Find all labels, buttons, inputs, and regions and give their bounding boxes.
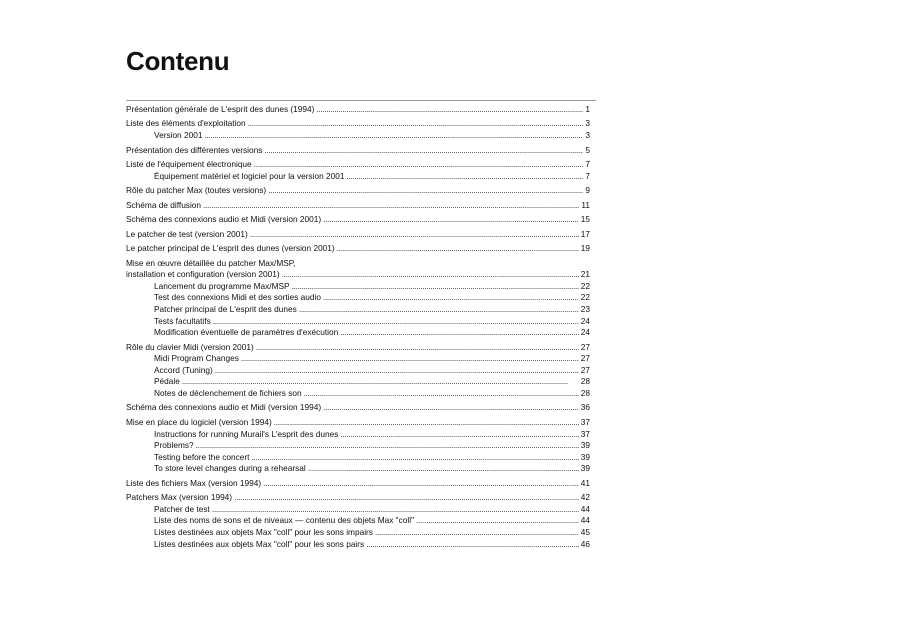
- toc-subentry[interactable]: Modification éventuelle de paramètres d'exécution . . . 24: [126, 327, 590, 339]
- toc-entry[interactable]: Schéma de diffusion . . . 11: [126, 200, 590, 212]
- toc-subentry[interactable]: Patcher de test . . . 44: [126, 504, 590, 516]
- toc-subentry[interactable]: Listes destinées aux objets Max "coll" pour les sons pairs . . . 46: [126, 539, 590, 551]
- toc-subentry[interactable]: To store level changes during a rehearsal . . . 39: [126, 463, 590, 475]
- toc-entry[interactable]: Présentation des différentes versions . . . 5: [126, 145, 590, 157]
- toc-group: [126, 402, 590, 414]
- toc-subentry[interactable]: Équipement matériel et logiciel pour la version 2001 . . . 7: [126, 171, 590, 183]
- toc-entry[interactable]: Patchers Max (version 1994) . . . 42: [126, 492, 590, 504]
- table-of-contents: [126, 104, 590, 553]
- toc-entry[interactable]: installation et configuration (version 2001) . . . 21: [126, 269, 590, 281]
- toc-group: [126, 417, 590, 475]
- toc-subentry[interactable]: Notes de déclenchement de fichiers son . . . 28: [126, 388, 590, 400]
- toc-subentry[interactable]: Test des connexions Midi et des sorties audio . . . 22: [126, 292, 590, 304]
- toc-group: [126, 478, 590, 490]
- toc-subentry[interactable]: Problems? . . . 39: [126, 440, 590, 452]
- toc-group: [126, 214, 590, 226]
- toc-group: [126, 342, 590, 400]
- toc-entry[interactable]: Le patcher principal de L'esprit des dunes (version 2001) . . . 19: [126, 243, 590, 255]
- toc-group: [126, 492, 590, 550]
- toc-subentry[interactable]: Tests facultatifs . . . 24: [126, 316, 590, 328]
- toc-subentry[interactable]: Lancement du programme Max/MSP . . . 22: [126, 281, 590, 293]
- toc-entry-first-line[interactable]: Mise en œuvre détaillée du patcher Max/MSP,: [126, 257, 296, 268]
- toc-group: [126, 258, 590, 339]
- toc-subentry[interactable]: Pédale . . . 28: [126, 376, 590, 388]
- toc-group: [126, 104, 590, 116]
- toc-subentry[interactable]: Instructions for running Murail's L'esprit des dunes . . . 37: [126, 429, 590, 441]
- toc-group: [126, 229, 590, 241]
- toc-subentry[interactable]: Listes destinées aux objets Max "coll" pour les sons impairs . . . 45: [126, 527, 590, 539]
- title-rule: [126, 100, 596, 101]
- toc-entry[interactable]: Le patcher de test (version 2001) . . . 17: [126, 229, 590, 241]
- toc-subentry[interactable]: Patcher principal de L'esprit des dunes . . . 23: [126, 304, 590, 316]
- toc-group: [126, 145, 590, 157]
- page-title: Contenu: [126, 46, 230, 76]
- toc-group: [126, 200, 590, 212]
- toc-subentry[interactable]: Midi Program Changes . . . 27: [126, 353, 590, 365]
- toc-entry[interactable]: Mise en place du logiciel (version 1994) . . . 37: [126, 417, 590, 429]
- toc-entry[interactable]: Rôle du clavier Midi (version 2001) . . . 27: [126, 342, 590, 354]
- toc-group: [126, 118, 590, 141]
- toc-subentry[interactable]: Testing before the concert . . . 39: [126, 452, 590, 464]
- toc-entry[interactable]: Schéma des connexions audio et Midi (version 2001) . . . 15: [126, 214, 590, 226]
- toc-entry[interactable]: Liste des fichiers Max (version 1994) . . . 41: [126, 478, 590, 490]
- toc-entry[interactable]: Liste de l'équipement électronique . . . 7: [126, 159, 590, 171]
- toc-subentry[interactable]: Accord (Tuning) . . . 27: [126, 365, 590, 377]
- toc-entry[interactable]: Schéma des connexions audio et Midi (version 1994) . . . 36: [126, 402, 590, 414]
- toc-group: [126, 185, 590, 197]
- toc-entry[interactable]: Rôle du patcher Max (toutes versions) . . . 9: [126, 185, 590, 197]
- toc-entry[interactable]: Liste des éléments d'exploitation . . . 3: [126, 118, 590, 130]
- toc-group: [126, 243, 590, 255]
- toc-subentry[interactable]: Liste des noms de sons et de niveaux — contenu des objets Max "coll" . . . 44: [126, 515, 590, 527]
- toc-subentry[interactable]: Version 2001 . . . 3: [126, 130, 590, 142]
- toc-entry[interactable]: Présentation générale de L'esprit des dunes (1994) . . . 1: [126, 104, 590, 116]
- toc-group: [126, 159, 590, 182]
